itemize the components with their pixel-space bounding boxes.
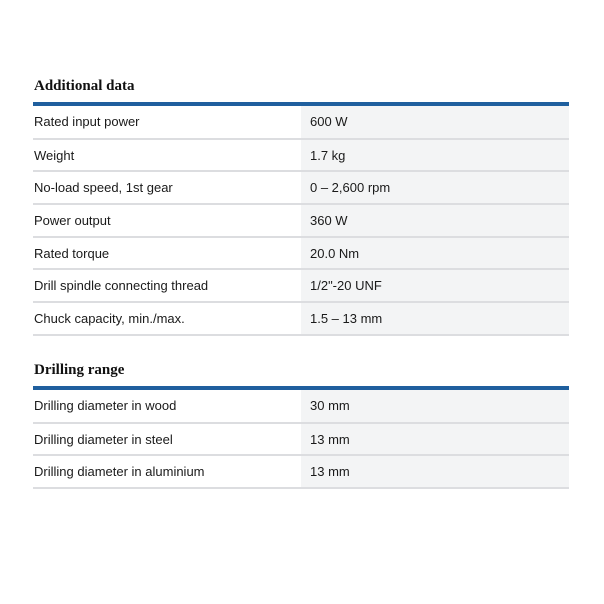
spec-label: Weight xyxy=(33,139,301,172)
table-row xyxy=(33,269,569,302)
table-row xyxy=(33,204,569,237)
spec-label: No-load speed, 1st gear xyxy=(33,171,301,204)
spec-value: 20.0 Nm xyxy=(301,237,569,270)
spec-value: 1.5 – 13 mm xyxy=(301,302,569,335)
spec-label: Drilling diameter in wood xyxy=(33,390,301,423)
table-row xyxy=(33,139,569,172)
spec-value: 1.7 kg xyxy=(301,139,569,172)
spec-label: Drill spindle connecting thread xyxy=(33,269,301,302)
spec-label: Chuck capacity, min./max. xyxy=(33,302,301,335)
spec-value: 13 mm xyxy=(301,423,569,456)
table-row xyxy=(33,423,569,456)
spec-value: 360 W xyxy=(301,204,569,237)
section-title: Drilling range xyxy=(34,362,125,378)
spec-table-additional-data xyxy=(33,106,569,336)
spec-value: 13 mm xyxy=(301,455,569,488)
spec-value: 600 W xyxy=(301,106,569,139)
spec-label: Rated torque xyxy=(33,237,301,270)
spec-value: 0 – 2,600 rpm xyxy=(301,171,569,204)
table-row xyxy=(33,455,569,488)
table-row xyxy=(33,237,569,270)
spec-label: Rated input power xyxy=(33,106,301,139)
spec-value: 1/2"-20 UNF xyxy=(301,269,569,302)
spec-label: Power output xyxy=(33,204,301,237)
table-row xyxy=(33,390,569,423)
table-row xyxy=(33,171,569,204)
spec-value: 30 mm xyxy=(301,390,569,423)
section-title: Additional data xyxy=(34,78,135,94)
spec-label: Drilling diameter in aluminium xyxy=(33,455,301,488)
table-row xyxy=(33,106,569,139)
spec-label: Drilling diameter in steel xyxy=(33,423,301,456)
table-row xyxy=(33,302,569,335)
spec-table-drilling-range xyxy=(33,390,569,489)
